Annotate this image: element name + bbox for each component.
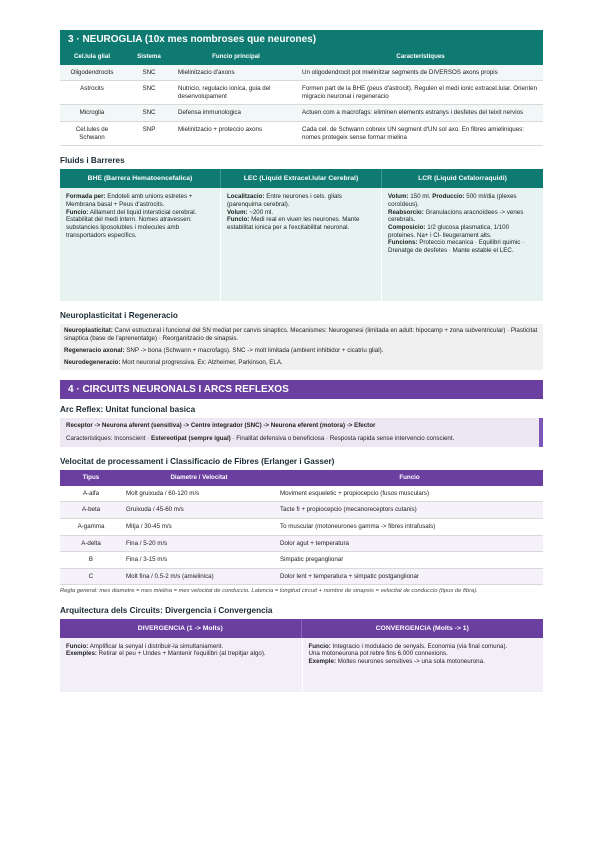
cell: A-beta	[60, 502, 122, 519]
cell: Molt gruixuda / 60-120 m/s	[122, 486, 276, 502]
text: ~200 ml.	[247, 208, 274, 216]
cell: Cel.lules de Schwann	[60, 121, 124, 145]
label: Exemple:	[308, 658, 337, 666]
text: Endoteli amb unions estretes + Membrana basal + Peus d'astrocits.	[66, 193, 193, 208]
column-body	[382, 188, 543, 301]
text: 1/2 glucosa plasmatica, 1/100 proteines. Na+ i Cl- lleugerament alts.	[388, 223, 510, 239]
label: Produccio:	[430, 193, 465, 201]
column-body	[60, 188, 221, 301]
col-header: Funcio	[276, 470, 543, 486]
lec-column	[221, 169, 382, 301]
cell: A-gamma	[60, 518, 122, 535]
table-row	[60, 568, 543, 585]
label: Neurodegeneracio:	[64, 359, 121, 367]
cell: Simpatic preganglionar	[276, 552, 543, 569]
table-row	[60, 81, 543, 105]
col-header: Sistema	[124, 49, 174, 65]
cell: SNC	[124, 81, 174, 105]
convergence-column	[302, 619, 544, 692]
cell: Microglia	[60, 105, 124, 122]
cell: Oligodendrocits	[60, 65, 124, 81]
text: Una motoneurona pot rebre fins 6.000 connexions.	[308, 650, 448, 658]
label: Exemples:	[66, 650, 97, 658]
architecture-heading: Arquitectura dels Circuits: Divergencia i Convergencia	[60, 605, 273, 615]
text: Retirar el peu + Undes + Mantenir l'equilibri (al trepitjar algo).	[96, 650, 266, 658]
column-header: CONVERGENCIA (Molts -> 1)	[302, 619, 544, 638]
cell: SNP	[124, 121, 174, 145]
text: Moltes neurones sensitives -> una sola motoneurona.	[336, 658, 485, 666]
arc-heading: Arc Reflex: Unitat funcional basica	[60, 405, 196, 415]
text: Proteccio mecanica · Equilibri quimic · Drenatge de desfetes · Mante estable el LEC.	[388, 239, 525, 255]
label: Funcio:	[227, 216, 250, 224]
table-row	[60, 535, 543, 552]
col-header: Caracteristiques	[298, 49, 543, 65]
label: Funcio:	[66, 642, 89, 650]
text: Estereotipat (sempre igual)	[150, 435, 231, 443]
cell: Actuen com a macrofags: eliminen elements estranys i desfetes del teixit nervios	[298, 105, 543, 122]
lcr-column	[382, 169, 543, 301]
fibres-table	[60, 470, 543, 585]
cell: B	[60, 552, 122, 569]
cell: Mielinitzacio + proteccio axons	[174, 121, 298, 145]
cell: Fina / 5-20 m/s	[122, 535, 276, 552]
section-3-title: 3 · NEUROGLIA (10x mes nombroses que neurones)	[60, 30, 543, 49]
text: Aillament del liquid intersticial cerebral. Estabilitat del medi intern. Nomes atravessen: substancies liposolubles i molecules amb transportadors especifics.	[66, 208, 197, 239]
table-row	[60, 105, 543, 122]
label: Regeneracio axonal:	[64, 347, 125, 355]
cell: Mielinitzacio d'axons	[174, 65, 298, 81]
text: 150 ml.	[408, 193, 431, 201]
cell: Nutricio, regulacio ionica, guia del desenvolupament	[174, 81, 298, 105]
cell: Molt fina / 0.5-2 m/s (amielinica)	[122, 568, 276, 585]
column-body	[60, 638, 302, 692]
fluids-heading: Fluids i Barreres	[60, 156, 125, 166]
label: Funcio:	[66, 208, 89, 216]
section-4-title: 4 · CIRCUITS NEURONALS I ARCS REFLEXOS	[60, 380, 543, 399]
cell: A-delta	[60, 535, 122, 552]
cell: Cada cel. de Schwann cobreix UN segment d'UN sol axo. En fibres amieliniques: nomes protegeix sense formar mielina	[298, 121, 543, 145]
label: Volum:	[388, 193, 409, 201]
architecture-grid	[60, 619, 543, 692]
text: Amplificar la senyal i distribuir-la simultaniament.	[88, 642, 224, 650]
label: Composicio:	[388, 223, 426, 231]
label: Formada per:	[66, 193, 106, 201]
column-header: LCR (Liquid Cefalorraquidi)	[382, 169, 543, 188]
fibres-heading: Velocitat de processament i Classificacio de Fibres (Erlanger i Gasser)	[60, 457, 335, 467]
label: Neuroplasticitat:	[64, 327, 113, 335]
page	[60, 30, 543, 692]
cell: Mitja / 30-45 m/s	[122, 518, 276, 535]
column-header: BHE (Barrera Hematoencefalica)	[60, 169, 221, 188]
cell: Tacte fi + propiocepcio (mecanoreceptors cutanis)	[276, 502, 543, 519]
cell: Astrocits	[60, 81, 124, 105]
plasticity-heading: Neuroplasticitat i Regeneracio	[60, 311, 178, 321]
cell: Defensa immunologica	[174, 105, 298, 122]
table-row	[60, 121, 543, 145]
column-body	[221, 188, 382, 301]
cell: Un oligodendrocit pot mielinitzar segments de DIVERSOS axons propis	[298, 65, 543, 81]
table-row	[60, 486, 543, 502]
table-row	[60, 518, 543, 535]
text: Entre neurones i cels. glials (parenquima cerebral).	[227, 193, 342, 208]
label: Reabsorcio:	[388, 208, 424, 216]
text: Granulacions aracnoïdees -> venes cerebrals.	[388, 208, 524, 224]
cell: Formen part de la BHE (peus d'astrocit). Regulen el medi ionic extracel.lular. Orienten migracio neuronal i regeneracio	[298, 81, 543, 105]
text: · Finalitat defensiva o beneficiosa · Resposta rapida sense intervencio conscient.	[230, 435, 455, 443]
table-row	[60, 65, 543, 81]
cell: Fina / 3-15 m/s	[122, 552, 276, 569]
fluids-grid	[60, 169, 543, 301]
text: 500 ml/dia (plexes coroïdeus).	[388, 193, 517, 208]
text: Inconscient ·	[112, 435, 151, 443]
text: Medi real en viuen les neurones. Mante estabilitat ionica per a l'excitabilitat neuronal.	[227, 216, 360, 231]
cell: Gruixuda / 45-60 m/s	[122, 502, 276, 519]
label: Caracteristiques:	[66, 435, 113, 443]
column-body	[302, 638, 544, 692]
label: Volum:	[227, 208, 248, 216]
cell: To muscular (motoneurones gamma -> fibres intrafusals)	[276, 518, 543, 535]
cell: Moviment esqueletic + propiocepcio (fusos musculars)	[276, 486, 543, 502]
text: Mort neuronal progressiva. Ex: Alzheimer, Parkinson, ELA.	[120, 359, 283, 367]
table-row	[60, 502, 543, 519]
text: SNP -> bona (Schwann + macrofags). SNC -> molt limitada (ambient inhibidor + cicatriu glial).	[124, 347, 384, 355]
column-header: LEC (Liquid Extracel.lular Cerebral)	[221, 169, 382, 188]
bhe-column	[60, 169, 221, 301]
arc-sequence: Receptor -> Neurona aferent (sensitiva) -> Centre integrador (SNC) -> Neurona eferent (motora) -> Efector	[66, 422, 376, 430]
cell: A-alfa	[60, 486, 122, 502]
text: Integracio i modulacio de senyals. Economia (via final comuna).	[330, 642, 508, 650]
arc-reflex-box	[60, 418, 543, 447]
fibres-note: Regla general: mes diametre = mes mielina = mes velocitat de conduccio. Latencia = longitud circuit + nombre de sinapsis = velocitat de conduccio (tipus de fibra).	[60, 588, 478, 595]
text: Canvi estructural i funcional del SN mediat per canvis sinaptics. Mecanismes: Neurogenesi (limitada en adult: hipocamp + zona subventricular) · Plasticitat sinaptica (base de l'aprenentatge) · Reorganitzacio de sinapsis.	[64, 327, 538, 343]
cell: C	[60, 568, 122, 585]
plasticity-box	[60, 324, 543, 370]
cell: SNC	[124, 105, 174, 122]
col-header: Cel.lula glial	[60, 49, 124, 65]
column-header: DIVERGENCIA (1 -> Molts)	[60, 619, 302, 638]
col-header: Tipus	[60, 470, 122, 486]
cell: SNC	[124, 65, 174, 81]
divergence-column	[60, 619, 302, 692]
label: Funcions:	[388, 239, 418, 247]
label: Funcio:	[308, 642, 331, 650]
label: Localitzacio:	[227, 193, 265, 201]
neuroglia-table	[60, 49, 543, 146]
table-row	[60, 552, 543, 569]
cell: Dolor agut + temperatura	[276, 535, 543, 552]
cell: Dolor lent + temperatura + simpatic postganglionar	[276, 568, 543, 585]
col-header: Diametre / Velocitat	[122, 470, 276, 486]
col-header: Funcio principal	[174, 49, 298, 65]
